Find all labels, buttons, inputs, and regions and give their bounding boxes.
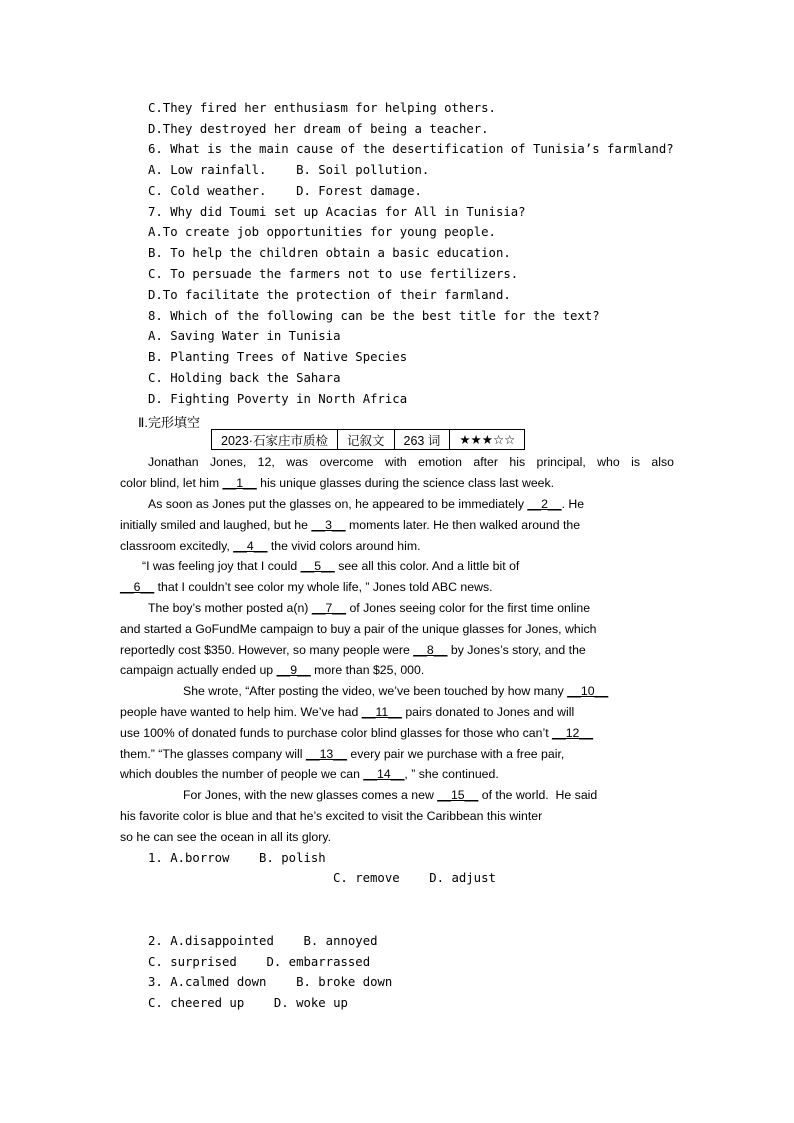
blank-4: __4__ — [233, 539, 268, 553]
passage-line: them.” “The glasses company will __13__ every pair we purchase with a free pair, — [120, 747, 565, 761]
passage-line: She wrote, “After posting the video, we’ve been touched by how many __10__ — [183, 684, 609, 698]
blank-1: __1__ — [222, 476, 257, 490]
question-7-option-c: C. To persuade the farmers not to use fertilizers. — [148, 267, 519, 281]
blank-10: __10__ — [567, 684, 609, 698]
question-7: 7. Why did Toumi set up Acacias for All in Tunisia? — [148, 205, 526, 219]
passage-line: classroom excitedly, __4__ the vivid colors around him. — [120, 539, 421, 553]
blank-12: __12__ — [552, 726, 594, 740]
source-cell: 2023·石家庄市质检 — [212, 430, 338, 450]
passage-line: __6__ that I couldn’t see color my whole life, ” Jones told ABC news. — [120, 580, 493, 594]
options-1-ab: 1. A.borrow B. polish — [148, 851, 326, 865]
options-3-cd: C. cheered up D. woke up — [148, 996, 348, 1010]
question-7-option-b: B. To help the children obtain a basic education. — [148, 246, 511, 260]
passage-line: Jonathan Jones, 12, was overcome with emotion after his principal, who is also — [148, 455, 674, 469]
blank-9: __9__ — [276, 663, 311, 677]
options-3-ab: 3. A.calmed down B. broke down — [148, 975, 393, 989]
passage-line: use 100% of donated funds to purchase color blind glasses for those who can’t __12__ — [120, 726, 594, 740]
blank-6: __6__ — [120, 580, 155, 594]
passage-line: campaign actually ended up __9__ more than $25, 000. — [120, 663, 425, 677]
blank-11: __11__ — [361, 705, 402, 719]
blank-15: __15__ — [437, 788, 479, 802]
blank-5: __5__ — [300, 559, 335, 573]
question-8-option-a: A. Saving Water in Tunisia — [148, 329, 341, 343]
passage-line: so he can see the ocean in all its glory. — [120, 830, 331, 844]
genre-cell: 记叙文 — [337, 430, 394, 450]
passage-line: initially smiled and laughed, but he __3__ moments later. He then walked around the — [120, 518, 581, 532]
question-8-option-b: B. Planting Trees of Native Species — [148, 350, 408, 364]
passage-info-table — [211, 429, 525, 450]
options-2-cd: C. surprised D. embarrassed — [148, 955, 371, 969]
blank-8: __8__ — [413, 643, 448, 657]
question-8: 8. Which of the following can be the best title for the text? — [148, 309, 600, 323]
question-8-option-c: C. Holding back the Sahara — [148, 371, 341, 385]
passage-line: his favorite color is blue and that he’s excited to visit the Caribbean this winter — [120, 809, 543, 823]
blank-13: __13__ — [305, 747, 347, 761]
passage-line: which doubles the number of people we can __14__, ” she continued. — [120, 767, 499, 781]
passage-line: and started a GoFundMe campaign to buy a pair of the unique glasses for Jones, which — [120, 622, 597, 636]
options-1-cd: C. remove D. adjust — [333, 871, 496, 885]
question-8-option-d: D. Fighting Poverty in North Africa — [148, 392, 408, 406]
difficulty-stars: ★★★☆☆ — [450, 430, 525, 450]
passage-line: For Jones, with the new glasses comes a new __15__ of the world. He said — [183, 788, 598, 802]
blank-7: __7__ — [311, 601, 347, 615]
passage-line: The boy’s mother posted a(n) __7__ of Jones seeing color for the first time online — [148, 601, 591, 615]
question-6: 6. What is the main cause of the desertification of Tunisia’s farmland? — [148, 142, 674, 156]
section-heading: Ⅱ.完形填空 — [138, 415, 201, 430]
blank-2: __2__ — [527, 497, 562, 511]
blank-3: __3__ — [311, 518, 346, 532]
passage-line: As soon as Jones put the glasses on, he appeared to be immediately __2__. He — [148, 497, 585, 511]
question-6-options-cd: C. Cold weather. D. Forest damage. — [148, 184, 422, 198]
word-count-cell: 263 词 — [394, 430, 450, 450]
question-7-option-a: A.To create job opportunities for young people. — [148, 225, 496, 239]
options-2-ab: 2. A.disappointed B. annoyed — [148, 934, 378, 948]
option-5d: D.They destroyed her dream of being a teacher. — [148, 122, 489, 136]
passage-line: “I was feeling joy that I could __5__ see all this color. And a little bit of — [142, 559, 520, 573]
option-5c: C.They fired her enthusiasm for helping others. — [148, 101, 496, 115]
passage-line: people have wanted to help him. We’ve had __11__ pairs donated to Jones and will — [120, 705, 575, 719]
passage-line: reportedly cost $350. However, so many people were __8__ by Jones’s story, and the — [120, 643, 586, 657]
passage-line: color blind, let him __1__ his unique glasses during the science class last week. — [120, 476, 555, 490]
blank-14: __14__ — [363, 767, 405, 781]
question-7-option-d: D.To facilitate the protection of their farmland. — [148, 288, 511, 302]
question-6-options-ab: A. Low rainfall. B. Soil pollution. — [148, 163, 430, 177]
